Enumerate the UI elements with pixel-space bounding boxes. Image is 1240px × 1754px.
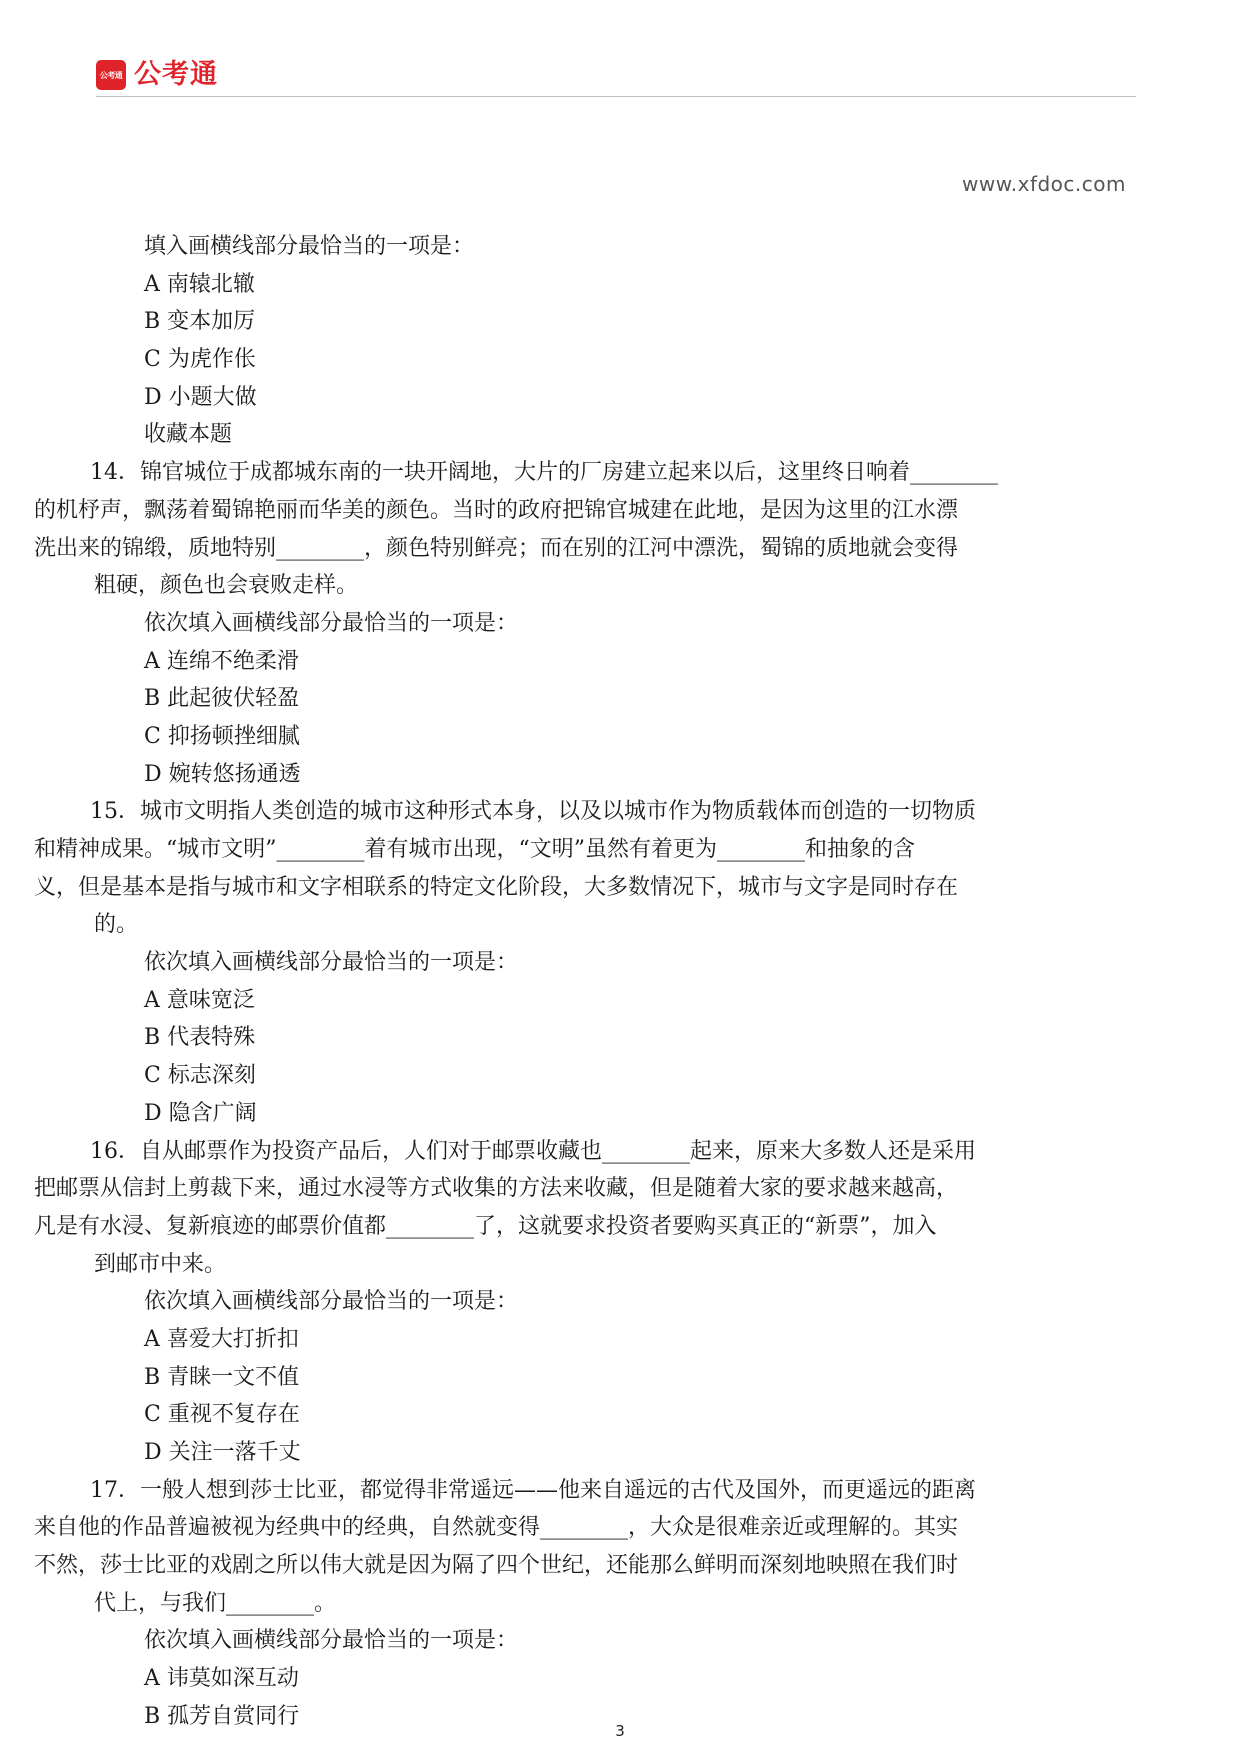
option-d[interactable]: D 婉转悠扬通透 — [144, 761, 301, 787]
option-a[interactable]: A 意味宽泛 — [144, 987, 255, 1013]
option-a[interactable]: A 喜爱大打折扣 — [144, 1326, 299, 1352]
option-d[interactable]: D 隐含广阔 — [144, 1100, 257, 1126]
option-b[interactable]: B 变本加厉 — [144, 309, 256, 335]
logo-badge: 公考通 — [96, 60, 126, 90]
document-body — [34, 228, 1094, 1736]
option-b[interactable]: B 此起彼伏轻盈 — [144, 686, 300, 712]
question-15-text: 义，但是基本是指与城市和文字相联系的特定文化阶段，大多数情况下，城市与文字是同时存在 — [34, 874, 959, 900]
site-url: www.xfdoc.com — [962, 172, 1126, 196]
option-b[interactable]: B 代表特殊 — [144, 1025, 256, 1051]
option-a[interactable]: A 连绵不绝柔滑 — [144, 648, 299, 674]
question-14-text: 洗出来的锦缎，质地特别________，颜色特别鲜亮；而在别的江河中漂洗，蜀锦的质地就会变得 — [34, 535, 959, 561]
question-prompt: 依次填入画横线部分最恰当的一项是： — [144, 950, 519, 976]
option-a[interactable]: A 讳莫如深互动 — [144, 1666, 299, 1692]
page-number: 3 — [615, 1722, 625, 1740]
option-c[interactable]: C 抑扬顿挫细腻 — [144, 723, 300, 749]
question-17-text: 代上，与我们________。 — [94, 1590, 337, 1616]
question-17-text: 来自他的作品普遍被视为经典中的经典，自然就变得________，大众是很难亲近或理解的。其实 — [34, 1515, 959, 1541]
option-c[interactable]: C 标志深刻 — [144, 1063, 256, 1089]
question-prompt: 依次填入画横线部分最恰当的一项是： — [144, 1289, 519, 1315]
question-16-text: 到邮市中来。 — [94, 1251, 227, 1277]
page-header — [96, 56, 1136, 100]
question-16-text: 凡是有水浸、复新痕迹的邮票价值都________了，这就要求投资者要购买真正的“新票”，加入 — [34, 1213, 937, 1239]
favorite-question-button[interactable]: 收藏本题 — [144, 422, 233, 448]
question-15-text: 的。 — [94, 912, 139, 938]
question-17-text: 不然，莎士比亚的戏剧之所以伟大就是因为隔了四个世纪，还能那么鲜明而深刻地映照在我们时 — [34, 1553, 959, 1579]
question-15-text: 和精神成果。“城市文明”________着有城市出现，“文明”虽然有着更为________和抽象的含 — [34, 837, 915, 862]
option-c[interactable]: C 重视不复存在 — [144, 1402, 300, 1428]
question-14-text: 14．锦官城位于成都城东南的一块开阔地，大片的厂房建立起来以后，这里终日响着________ — [90, 460, 998, 486]
option-d[interactable]: D 小题大做 — [144, 384, 257, 410]
option-a[interactable]: A 南辕北辙 — [144, 271, 255, 297]
question-prompt: 依次填入画横线部分最恰当的一项是： — [144, 1628, 519, 1654]
question-prompt: 填入画横线部分最恰当的一项是： — [144, 234, 475, 259]
option-b[interactable]: B 青睐一文不值 — [144, 1364, 300, 1390]
option-d[interactable]: D 关注一落千丈 — [144, 1440, 301, 1465]
question-15-text: 15．城市文明指人类创造的城市这种形式本身，以及以城市作为物质载体而创造的一切物质 — [90, 799, 976, 825]
question-17-text: 17．一般人想到莎士比亚，都觉得非常遥远——他来自遥远的古代及国外，而更遥远的距离 — [90, 1477, 976, 1503]
question-14-text: 的机杼声，飘荡着蜀锦艳丽而华美的颜色。当时的政府把锦官城建在此地，是因为这里的江水漂 — [34, 497, 959, 523]
question-prompt: 依次填入画横线部分最恰当的一项是： — [144, 610, 519, 636]
option-b[interactable]: B 孤芳自赏同行 — [144, 1703, 300, 1729]
question-14-text: 粗硬，颜色也会衰败走样。 — [94, 573, 359, 599]
question-16-text: 把邮票从信封上剪裁下来，通过水浸等方式收集的方法来收藏，但是随着大家的要求越来越高， — [34, 1176, 959, 1202]
question-16-text: 16．自从邮票作为投资产品后，人们对于邮票收藏也________起来，原来大多数人还是采用 — [90, 1138, 976, 1164]
header-divider — [96, 96, 1136, 97]
option-c[interactable]: C 为虎作伥 — [144, 347, 256, 373]
logo-text: 公考通 — [134, 59, 218, 90]
